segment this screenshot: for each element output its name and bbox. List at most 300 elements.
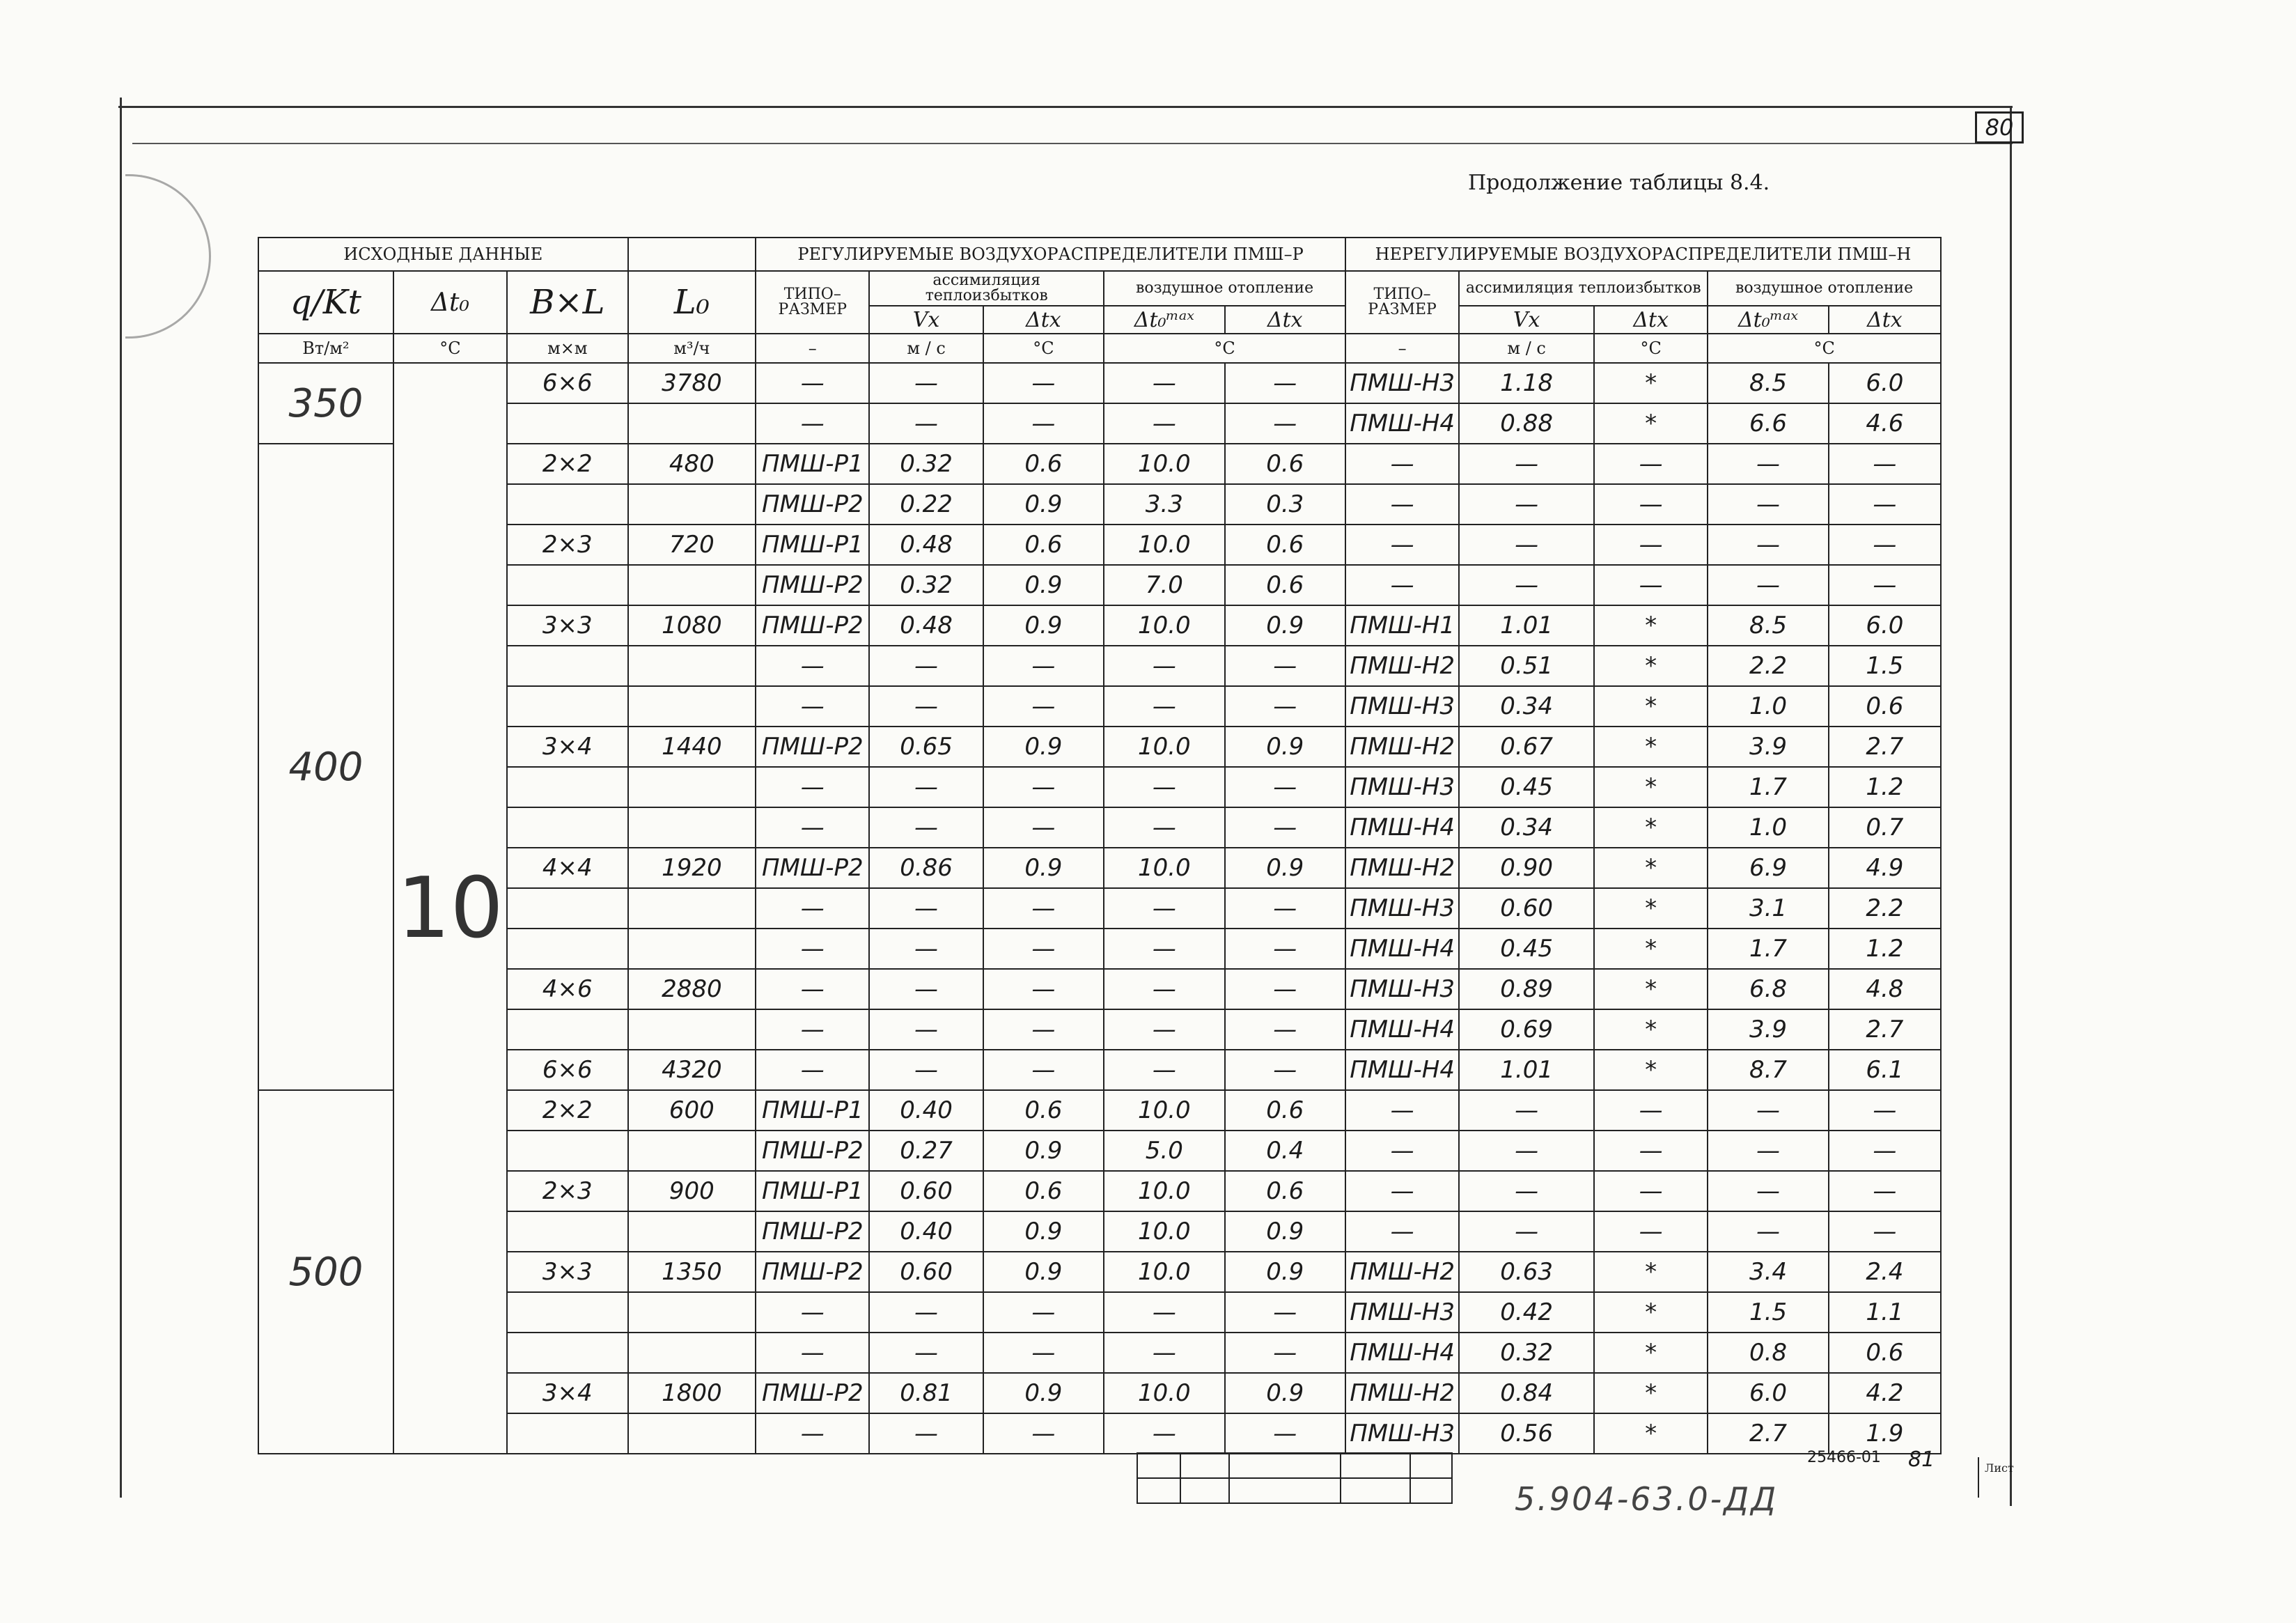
cell-nonreg-dtx: * [1594,1373,1708,1413]
cell-nonreg-vx: 0.63 [1459,1252,1594,1292]
cell-reg-dtx: 0.9 [983,1131,1104,1171]
header-nonregulated: НЕРЕГУЛИРУЕМЫЕ ВОЗДУХОРАСПРЕДЕЛИТЕЛИ ПМШ–Н [1345,238,1941,271]
cell-reg-type: ПМШ-Р2 [756,1373,869,1413]
cell-l0 [628,484,756,525]
cell-nonreg-heat-dtx: — [1829,565,1941,605]
cell-nonreg-type: ПМШ-Н3 [1345,686,1459,727]
cell-nonreg-vx: 1.01 [1459,1050,1594,1090]
cell-nonreg-vx: — [1459,484,1594,525]
cell-reg-dt0max: — [1104,1333,1224,1373]
cell-nonreg-dt0max: 6.9 [1708,848,1828,888]
cell-reg-dt0max: — [1104,807,1224,848]
cell-reg-dtx: — [983,1009,1104,1050]
cell-reg-vx: 0.40 [869,1090,983,1131]
cell-nonreg-type: ПМШ-Н4 [1345,1333,1459,1373]
cell-nonreg-dtx: * [1594,1292,1708,1333]
table-row [258,1373,1941,1413]
cell-reg-type: ПМШ-Р2 [756,565,869,605]
cell-nonreg-dtx: * [1594,1413,1708,1454]
cell-nonreg-type: — [1345,565,1459,605]
cell-nonreg-heat-dtx: 2.4 [1829,1252,1941,1292]
cell-reg-heat-dtx: — [1225,1050,1345,1090]
table-row [258,1211,1941,1252]
cell-nonreg-heat-dtx: 1.5 [1829,646,1941,686]
cell-nonreg-type: — [1345,1171,1459,1211]
cell-reg-heat-dtx: 0.9 [1225,1252,1345,1292]
cell-reg-vx: — [869,969,983,1009]
cell-nonreg-dtx: — [1594,1131,1708,1171]
cell-nonreg-dt0max: — [1708,565,1828,605]
cell-nonreg-vx: 0.45 [1459,767,1594,807]
cell-reg-dt0max: 10.0 [1104,1252,1224,1292]
cell-reg-vx: 0.27 [869,1131,983,1171]
cell-l0: 1350 [628,1252,756,1292]
cell-l0 [628,1009,756,1050]
cell-l0 [628,403,756,444]
table-row [258,646,1941,686]
cell-reg-type: — [756,1413,869,1454]
cell-nonreg-dtx: — [1594,1211,1708,1252]
cell-nonreg-heat-dtx: — [1829,1090,1941,1131]
cell-reg-vx: — [869,1009,983,1050]
cell-nonreg-vx: 0.32 [1459,1333,1594,1373]
table-caption: Продолжение таблицы 8.4. [1468,171,1770,195]
cell-bl: 6×6 [507,1050,627,1090]
cell-reg-vx: — [869,363,983,403]
cell-nonreg-dt0max: — [1708,1171,1828,1211]
cell-bl: 3×3 [507,1252,627,1292]
inventory-number: 25466-01 [1807,1449,1881,1466]
cell-bl [507,888,627,929]
cell-nonreg-dt0max: 6.8 [1708,969,1828,1009]
header-dt0max-nonreg: Δt₀ᵐᵃˣ [1708,306,1828,334]
cell-reg-type: ПМШ-Р1 [756,1090,869,1131]
cell-reg-dtx: 0.6 [983,1090,1104,1131]
table-row [258,525,1941,565]
cell-nonreg-type: ПМШ-Н2 [1345,1252,1459,1292]
cell-reg-heat-dtx: 0.3 [1225,484,1345,525]
cell-nonreg-dt0max: — [1708,1211,1828,1252]
header-empty [628,238,756,271]
table-row [258,969,1941,1009]
unit-c-heat-reg: °C [1104,334,1345,363]
cell-reg-heat-dtx: — [1225,1413,1345,1454]
cell-nonreg-dt0max: 1.5 [1708,1292,1828,1333]
cell-nonreg-type: ПМШ-Н4 [1345,1009,1459,1050]
table-row [258,848,1941,888]
cell-bl [507,1292,627,1333]
cell-reg-vx: — [869,403,983,444]
cell-bl [507,646,627,686]
cell-nonreg-heat-dtx: 6.0 [1829,363,1941,403]
cell-reg-dt0max: — [1104,767,1224,807]
cell-nonreg-dt0max: 3.9 [1708,727,1828,767]
cell-nonreg-heat-dtx: 4.2 [1829,1373,1941,1413]
cell-nonreg-dtx: * [1594,767,1708,807]
round-stamp [125,174,211,339]
cell-reg-dtx: — [983,363,1104,403]
cell-reg-dtx: — [983,1333,1104,1373]
header-q: q/Kt [258,271,393,334]
unit-q: Вт/м² [258,334,393,363]
cell-nonreg-vx: 0.88 [1459,403,1594,444]
cell-nonreg-heat-dtx: 2.7 [1829,727,1941,767]
header-dtx-heat-reg: Δtx [1225,306,1345,334]
table-row [258,1413,1941,1454]
unit-c-heat-nonreg: °C [1708,334,1941,363]
cell-nonreg-dtx: — [1594,484,1708,525]
cell-l0 [628,767,756,807]
cell-nonreg-dt0max: 6.0 [1708,1373,1828,1413]
cell-reg-heat-dtx: 0.6 [1225,565,1345,605]
cell-q: 500 [258,1090,393,1454]
cell-l0 [628,646,756,686]
cell-nonreg-type: ПМШ-Н1 [1345,605,1459,646]
table-row [258,686,1941,727]
cell-reg-vx: 0.32 [869,565,983,605]
cell-reg-dt0max: 10.0 [1104,444,1224,484]
cell-reg-vx: — [869,1292,983,1333]
cell-bl: 3×4 [507,727,627,767]
sheet-label: Лист [1985,1461,2014,1475]
cell-nonreg-dt0max: 2.7 [1708,1413,1828,1454]
cell-nonreg-vx: 0.45 [1459,929,1594,969]
cell-reg-type: ПМШ-Р1 [756,444,869,484]
cell-nonreg-vx: — [1459,1090,1594,1131]
cell-nonreg-dtx: * [1594,363,1708,403]
cell-reg-heat-dtx: 0.9 [1225,848,1345,888]
cell-nonreg-dt0max: 3.4 [1708,1252,1828,1292]
cell-nonreg-dt0max: 1.7 [1708,929,1828,969]
cell-reg-dt0max: 10.0 [1104,1090,1224,1131]
cell-reg-dtx: — [983,807,1104,848]
cell-reg-dt0max: 10.0 [1104,1171,1224,1211]
unit-dt0: °C [393,334,507,363]
cell-nonreg-dtx: — [1594,565,1708,605]
cell-nonreg-dt0max: 1.7 [1708,767,1828,807]
cell-nonreg-dtx: * [1594,1050,1708,1090]
cell-reg-type: — [756,1009,869,1050]
cell-reg-dtx: — [983,929,1104,969]
cell-nonreg-type: ПМШ-Н3 [1345,363,1459,403]
cell-bl: 3×4 [507,1373,627,1413]
table-row [258,1252,1941,1292]
cell-reg-dtx: 0.6 [983,525,1104,565]
cell-nonreg-heat-dtx: 1.9 [1829,1413,1941,1454]
unit-dash-nonreg: – [1345,334,1459,363]
cell-reg-vx: — [869,807,983,848]
cell-l0: 1080 [628,605,756,646]
cell-nonreg-dtx: * [1594,686,1708,727]
cell-l0: 1440 [628,727,756,767]
cell-reg-type: — [756,1333,869,1373]
cell-reg-vx: — [869,1333,983,1373]
cell-reg-type: ПМШ-Р2 [756,605,869,646]
header-dtx-heat-nonreg: Δtx [1829,306,1941,334]
cell-reg-dtx: 0.9 [983,565,1104,605]
cell-nonreg-heat-dtx: 4.9 [1829,848,1941,888]
table-row [258,807,1941,848]
header-dtx-nonreg: Δtx [1594,306,1708,334]
cell-reg-dt0max: 10.0 [1104,1211,1224,1252]
cell-l0: 1800 [628,1373,756,1413]
cell-reg-heat-dtx: — [1225,403,1345,444]
table-row [258,1292,1941,1333]
cell-nonreg-type: ПМШ-Н3 [1345,969,1459,1009]
cell-nonreg-heat-dtx: — [1829,484,1941,525]
cell-l0 [628,1292,756,1333]
cell-nonreg-heat-dtx: 0.6 [1829,686,1941,727]
cell-nonreg-type: ПМШ-Н4 [1345,403,1459,444]
cell-nonreg-vx: — [1459,565,1594,605]
sheet-number: 81 [1908,1447,1935,1472]
cell-reg-type: — [756,888,869,929]
cell-nonreg-type: ПМШ-Н4 [1345,929,1459,969]
cell-reg-dt0max: — [1104,363,1224,403]
cell-reg-vx: 0.48 [869,525,983,565]
cell-reg-dt0max: — [1104,1413,1224,1454]
cell-nonreg-dtx: * [1594,888,1708,929]
cell-reg-vx: 0.22 [869,484,983,525]
cell-bl [507,403,627,444]
cell-reg-type: — [756,646,869,686]
cell-nonreg-vx: 0.90 [1459,848,1594,888]
cell-nonreg-dt0max: 3.1 [1708,888,1828,929]
cell-nonreg-dtx: * [1594,646,1708,686]
cell-bl [507,1413,627,1454]
cell-nonreg-dt0max: 1.0 [1708,807,1828,848]
frame-inner-line [132,143,2013,144]
cell-reg-dt0max: 5.0 [1104,1131,1224,1171]
cell-nonreg-vx: 0.60 [1459,888,1594,929]
cell-nonreg-vx: 0.69 [1459,1009,1594,1050]
cell-nonreg-dtx: * [1594,403,1708,444]
cell-l0: 600 [628,1090,756,1131]
cell-reg-heat-dtx: — [1225,363,1345,403]
cell-bl [507,1211,627,1252]
cell-delta-t0: 10 [393,363,507,1454]
cell-nonreg-type: ПМШ-Н3 [1345,1292,1459,1333]
cell-reg-dt0max: — [1104,1292,1224,1333]
cell-q: 400 [258,444,393,1090]
cell-reg-heat-dtx: 0.6 [1225,525,1345,565]
table-row [258,363,1941,403]
cell-nonreg-vx: 0.34 [1459,807,1594,848]
cell-l0: 900 [628,1171,756,1211]
title-block [1137,1452,1453,1504]
table-row [258,1131,1941,1171]
cell-l0 [628,807,756,848]
cell-reg-heat-dtx: — [1225,767,1345,807]
cell-l0 [628,565,756,605]
cell-nonreg-type: ПМШ-Н4 [1345,1050,1459,1090]
cell-bl: 6×6 [507,363,627,403]
cell-reg-dtx: — [983,403,1104,444]
cell-reg-type: ПМШ-Р2 [756,727,869,767]
cell-reg-type: ПМШ-Р2 [756,1211,869,1252]
header-dtx-reg: Δtx [983,306,1104,334]
header-heating-nonreg: воздушное отопление [1708,271,1941,306]
cell-reg-vx: — [869,767,983,807]
cell-nonreg-vx: — [1459,525,1594,565]
cell-reg-type: ПМШ-Р1 [756,1171,869,1211]
cell-reg-heat-dtx: 0.6 [1225,1090,1345,1131]
cell-l0: 4320 [628,1050,756,1090]
document-number: 5.904-63.0-ДД [1515,1480,1779,1518]
cell-nonreg-dtx: * [1594,605,1708,646]
cell-nonreg-heat-dtx: 0.7 [1829,807,1941,848]
cell-reg-vx: — [869,929,983,969]
cell-l0 [628,686,756,727]
cell-nonreg-dtx: * [1594,848,1708,888]
cell-nonreg-dt0max: 1.0 [1708,686,1828,727]
cell-reg-type: — [756,1292,869,1333]
frame-top-line [118,106,2013,108]
cell-nonreg-heat-dtx: 1.2 [1829,767,1941,807]
cell-reg-vx: 0.40 [869,1211,983,1252]
cell-nonreg-dtx: — [1594,444,1708,484]
cell-reg-dt0max: 10.0 [1104,848,1224,888]
cell-reg-dtx: 0.6 [983,1171,1104,1211]
unit-dash-reg: – [756,334,869,363]
cell-reg-dt0max: 3.3 [1104,484,1224,525]
cell-nonreg-type: — [1345,1211,1459,1252]
cell-reg-dtx: 0.9 [983,727,1104,767]
cell-nonreg-dtx: * [1594,1252,1708,1292]
cell-bl [507,1131,627,1171]
cell-reg-heat-dtx: — [1225,1292,1345,1333]
table-row [258,727,1941,767]
cell-bl: 3×3 [507,605,627,646]
cell-bl: 2×2 [507,1090,627,1131]
cell-nonreg-dtx: * [1594,727,1708,767]
table-row [258,767,1941,807]
unit-bl: м×м [507,334,627,363]
cell-nonreg-heat-dtx: — [1829,1171,1941,1211]
cell-reg-dtx: 0.9 [983,848,1104,888]
cell-reg-dtx: 0.9 [983,1252,1104,1292]
unit-ms-nonreg: м / с [1459,334,1594,363]
cell-nonreg-heat-dtx: 1.1 [1829,1292,1941,1333]
cell-reg-vx: — [869,1050,983,1090]
cell-bl [507,1333,627,1373]
cell-bl [507,929,627,969]
cell-bl [507,565,627,605]
cell-reg-type: ПМШ-Р2 [756,1131,869,1171]
cell-reg-vx: — [869,1413,983,1454]
cell-nonreg-heat-dtx: 6.1 [1829,1050,1941,1090]
cell-reg-dt0max: 10.0 [1104,1373,1224,1413]
cell-bl [507,484,627,525]
header-dt0max-reg: Δt₀ᵐᵃˣ [1104,306,1224,334]
cell-reg-heat-dtx: 0.9 [1225,727,1345,767]
cell-nonreg-type: ПМШ-Н2 [1345,848,1459,888]
table-row [258,484,1941,525]
cell-reg-vx: 0.60 [869,1171,983,1211]
cell-reg-type: — [756,1050,869,1090]
header-vx-nonreg: Vx [1459,306,1594,334]
cell-nonreg-vx: 0.84 [1459,1373,1594,1413]
cell-nonreg-dtx: * [1594,1333,1708,1373]
cell-l0: 480 [628,444,756,484]
cell-l0: 1920 [628,848,756,888]
cell-reg-heat-dtx: — [1225,1009,1345,1050]
cell-nonreg-dt0max: 0.8 [1708,1333,1828,1373]
table-row [258,403,1941,444]
cell-nonreg-heat-dtx: 6.0 [1829,605,1941,646]
cell-reg-vx: 0.32 [869,444,983,484]
cell-nonreg-type: ПМШ-Н3 [1345,767,1459,807]
cell-reg-type: ПМШ-Р2 [756,848,869,888]
cell-reg-dt0max: 10.0 [1104,525,1224,565]
cell-reg-dtx: 0.6 [983,444,1104,484]
cell-nonreg-dt0max: 8.5 [1708,605,1828,646]
cell-nonreg-vx: — [1459,1131,1594,1171]
cell-nonreg-heat-dtx: — [1829,525,1941,565]
cell-nonreg-vx: — [1459,1171,1594,1211]
cell-nonreg-dtx: * [1594,929,1708,969]
cell-reg-type: — [756,363,869,403]
table-row [258,444,1941,484]
cell-reg-heat-dtx: — [1225,1333,1345,1373]
cell-reg-dtx: 0.9 [983,1211,1104,1252]
cell-reg-dt0max: — [1104,929,1224,969]
cell-nonreg-vx: 1.18 [1459,363,1594,403]
cell-reg-dt0max: — [1104,888,1224,929]
unit-ms-reg: м / с [869,334,983,363]
cell-reg-heat-dtx: — [1225,807,1345,848]
cell-nonreg-vx: 1.01 [1459,605,1594,646]
cell-reg-dtx: — [983,686,1104,727]
cell-reg-vx: — [869,888,983,929]
data-table [258,237,1942,1454]
cell-l0 [628,888,756,929]
cell-nonreg-heat-dtx: 1.2 [1829,929,1941,969]
cell-reg-dt0max: — [1104,969,1224,1009]
cell-reg-type: — [756,403,869,444]
cell-reg-dt0max: — [1104,1050,1224,1090]
cell-reg-type: ПМШ-Р2 [756,1252,869,1292]
cell-nonreg-vx: 0.51 [1459,646,1594,686]
header-dt0: Δt₀ [393,271,507,334]
cell-reg-dt0max: — [1104,1009,1224,1050]
frame-left-line [120,98,122,1498]
cell-nonreg-heat-dtx: — [1829,444,1941,484]
header-type-size-reg: ТИПО– РАЗМЕР [756,271,869,334]
cell-nonreg-dt0max: — [1708,1090,1828,1131]
cell-reg-dt0max: 7.0 [1104,565,1224,605]
cell-l0 [628,1333,756,1373]
cell-reg-heat-dtx: 0.4 [1225,1131,1345,1171]
cell-nonreg-dt0max: — [1708,444,1828,484]
cell-l0: 3780 [628,363,756,403]
unit-l0: м³/ч [628,334,756,363]
table-row [258,1090,1941,1131]
cell-reg-dtx: — [983,767,1104,807]
cell-nonreg-type: — [1345,484,1459,525]
cell-reg-type: — [756,929,869,969]
cell-reg-type: — [756,807,869,848]
cell-l0: 720 [628,525,756,565]
cell-l0: 2880 [628,969,756,1009]
cell-reg-heat-dtx: — [1225,888,1345,929]
cell-nonreg-type: ПМШ-Н2 [1345,1373,1459,1413]
cell-nonreg-vx: 0.67 [1459,727,1594,767]
cell-reg-type: ПМШ-Р2 [756,484,869,525]
cell-reg-dtx: — [983,646,1104,686]
cell-nonreg-vx: 0.34 [1459,686,1594,727]
cell-bl [507,767,627,807]
